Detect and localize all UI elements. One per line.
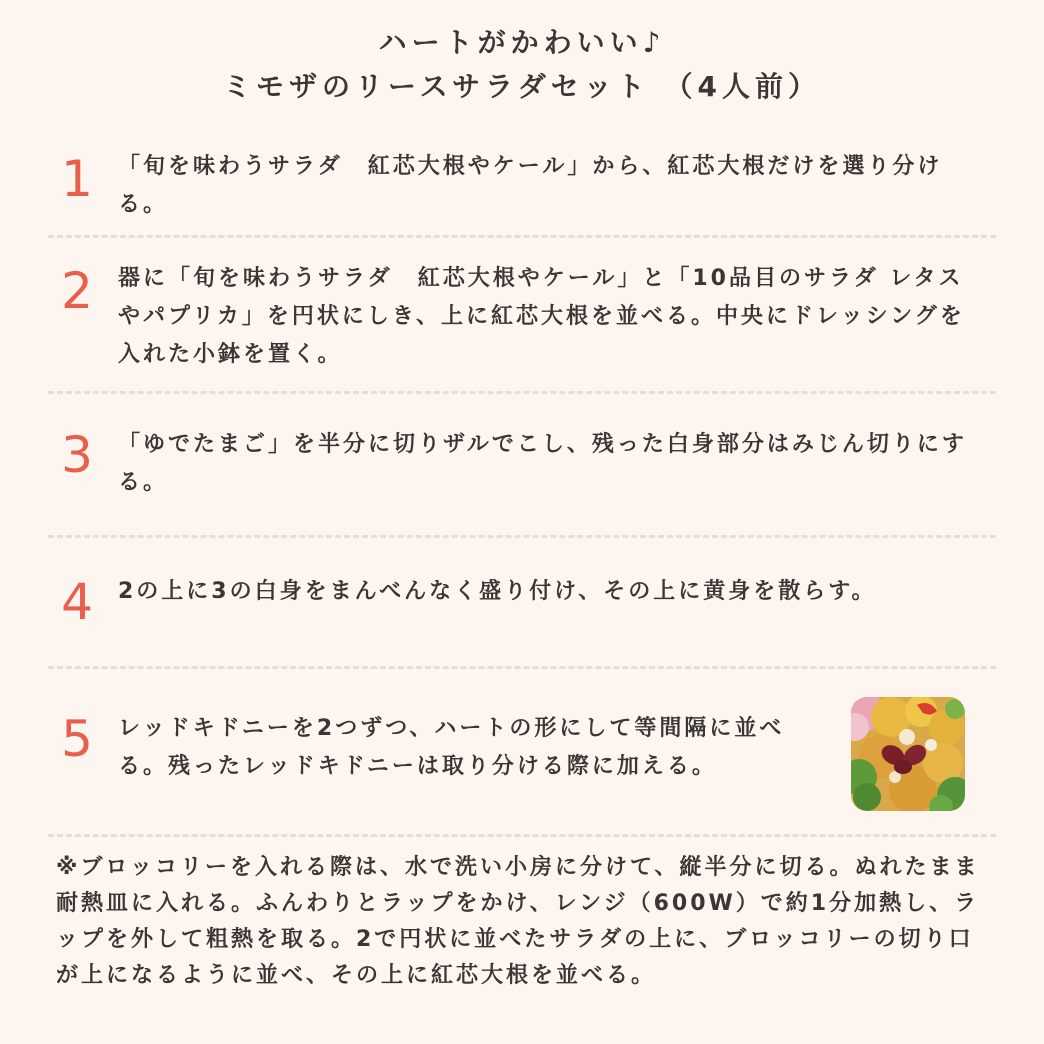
step-text: 器に「旬を味わうサラダ 紅芯大根やケール」と「10品目のサラダ レタスやパプリカ」を円状にしき、上に紅芯大根を並べる。中央にドレッシングを入れた小鉢を置く。 [118, 266, 965, 367]
page-title-line-1: ハートがかわいい♪ [378, 26, 666, 59]
divider [48, 834, 996, 837]
step-text: レッドキドニーを2つずつ、ハートの形にして等間隔に並べる。残ったレッドキドニーは取り分ける際に加える。 [118, 716, 785, 779]
step-text: 「旬を味わうサラダ 紅芯大根やケール」から、紅芯大根だけを選り分ける。 [118, 154, 943, 217]
divider [48, 391, 996, 394]
step-number: 5 [61, 710, 93, 768]
broccoli-note: ※ブロッコリーを入れる際は、水で洗い小房に分けて、縦半分に切る。ぬれたまま耐熱皿に入れる。ふんわりとラップをかけ、レンジ（600W）で約1分加熱し、ラップを外して粗熱を取る。2で円状に並べたサラダの上に、ブロッコリーの切り口が上になるように並べ、その上に紅芯大根を並べる。 [56, 855, 980, 988]
divider [48, 535, 996, 538]
page-title-line-2: ミモザのリースサラダセット （4人前） [223, 70, 821, 103]
divider [48, 666, 996, 669]
step-number: 3 [61, 426, 93, 484]
salad-photo [851, 697, 965, 811]
divider [48, 235, 996, 238]
step-text: 2の上に3の白身をまんべんなく盛り付け、その上に黄身を散らす。 [118, 579, 877, 604]
step-number: 2 [61, 262, 93, 320]
step-text: 「ゆでたまご」を半分に切りザルでこし、残った白身部分はみじん切りにする。 [118, 432, 967, 495]
step-number: 4 [61, 573, 93, 631]
step-number: 1 [61, 150, 93, 208]
